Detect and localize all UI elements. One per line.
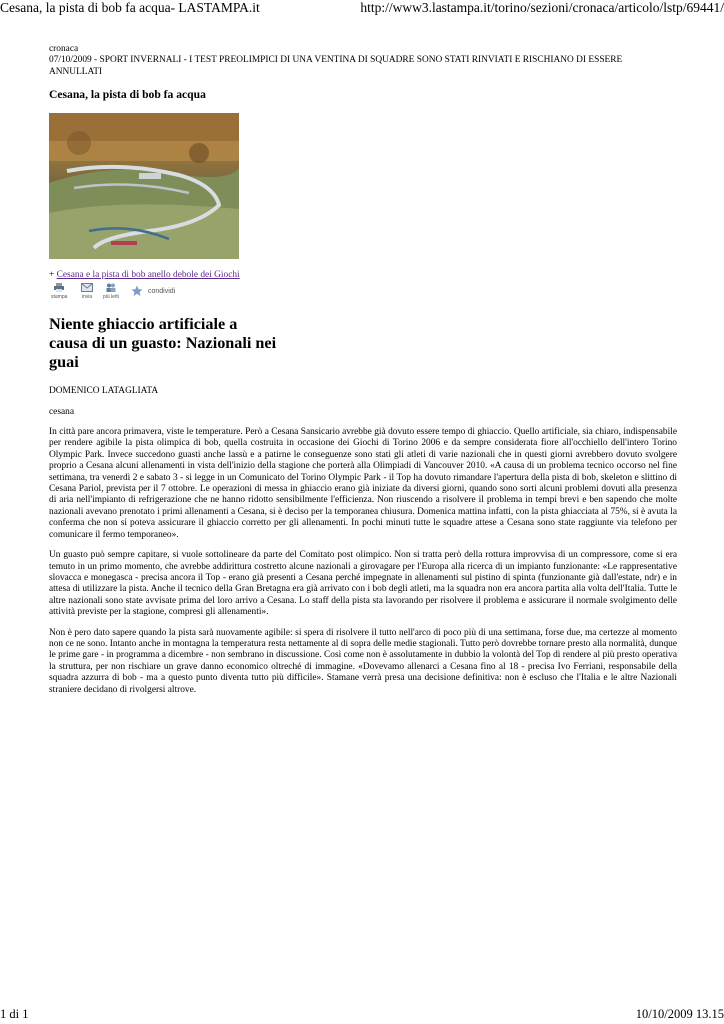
share-button[interactable]: [131, 285, 175, 297]
related-article: [49, 269, 677, 281]
most-read-button[interactable]: [103, 283, 119, 303]
share-label: condividi: [147, 288, 176, 296]
envelope-icon: [81, 283, 93, 292]
print-label: stampa: [51, 294, 68, 301]
send-label: invia: [81, 294, 93, 301]
printer-icon: [53, 283, 65, 292]
page-title-header: Cesana, la pista di bob fa acqua- LASTAMPA.it: [0, 0, 260, 15]
print-button[interactable]: [51, 283, 67, 303]
article-location: cesana: [49, 406, 74, 417]
article-tools: [49, 283, 677, 301]
article-photo: [49, 113, 239, 259]
section-label: cronaca: [49, 44, 79, 54]
bobsleigh-track-photo: [49, 113, 239, 259]
article-headline: Niente ghiaccio artificiale a causa di un guasto: Nazionali nei guai: [49, 315, 277, 372]
article-paragraph-3: Non è pero dato sapere quando la pista sarà nuovamente agibile: si spera di risolvere il tutto nell'arco di poco più di una settimana, forse due, ma certezze al momento non ce ne sono. Intanto anche in montagna la temperatura resta nettamente al di sopra delle medie stagionali. Tutto però dovrebbe tornare presto alla normalità, dunque le prime gare - in programma a dicembre - non sembrano in discussione. Così come non è assolutamente in dubbio la volontà del Top di rendere al più presto operativa la struttura, per non rischiare un grave danno economico oltreché di immagine. «Dovevamo allenarci a Cesana fino al 18 - precisa Ivo Ferriani, responsabile della squadra azzurra di bob - ma a questo punto diventa tutto più difficile». Stamane verrà presa una decisione definitiva: non è escluso che l'Italia e le altre Nazionali straniere decidano di rivolgersi altrove.: [49, 627, 677, 695]
related-article-link[interactable]: Cesana e la pista di bob anello debole dei Giochi: [56, 270, 240, 281]
page-count-footer: 1 di 1: [0, 1007, 29, 1021]
page-url-header: http://www3.lastampa.it/torino/sezioni/cronaca/articolo/lstp/69441/: [360, 0, 724, 15]
article-paragraph-1: In città pare ancora primavera, viste le temperature. Però a Cesana Sansicario avrebbe già dovuto essere tempo di ghiaccio. Quello artificiale, sia chiaro, indispensabile per rendere agibile la pista olimpica di bob, quella costruita in occasione dei Giochi di Torino 2006 e da sempre considerata fiore all'occhiello dell'intero Torino Olympic Park. Invece succedono guasti anche lassù e a patirne le conseguenze sono stati gli atleti di varie nazionali che in questi giorni avrebbero dovuto svolgere proprio a Cesana alcuni allenamenti in vista dell'inizio della stagione che porterà alla Olimpiadi di Vancouver 2010. «A causa di un problema tecnico occorso nel fine settimana, tra venerdì 2 e sabato 3 - si legge in un Comunicato del Torino Olympic Park - il Top ha dovuto rimandare l'apertura della pista di bob, skeleton e slittino di Cesana Pariol, prevista per il 7 ottobre. Le operazioni di messa in ghiaccio erano già iniziate da diversi giorni, quando sono sorti alcuni problemi dovuti alla presenza di aria nell'impianto di refrigerazione che ne hanno ridotto sensibilmente l'efficienza. Non riuscendo a risolvere il problema in tempi brevi e ben sapendo che molte nazionali avevano prenotato i primi allenamenti a Cesana, si è deciso per la temporanea chiusura. Domenica mattina infatti, con la pista ghiacciata al 75%, si è avuta la conferma che non si poteva assicurare il ghiaccio corretto per gli allenamenti. In pochi minuti tutte le squadre attese a Cesana sono state raggiunte via telefono per comunicare il fermo temporaneo».: [49, 427, 677, 540]
article-author: DOMENICO LATAGLIATA: [49, 386, 159, 397]
article-paragraph-2: Un guasto può sempre capitare, si vuole sottolineare da parte del Comitato post olimpico. Non si tratta però della rottura improvvisa di un compressore, come si era temuto in un primo momento, che avrebbe addirittura costretto alcune nazionali a girovagare per l'Europa alla ricerca di un impianto funzionante: «Le rappresentative slovacca e monegasca - precisa ancora il Top - erano già presenti a Cesana perché impegnate in allenamenti sul pistino di spinta (funzionante già dall'estate, ndr) e in attesa di utilizzare la pista. Anche il tecnico della Gran Bretagna era già arrivato con i bob degli atleti, ma la squadra non era ancora partita alla volta dell'Italia. Tutte le altre nazionali sono state avvisate prima del loro arrivo a Cesana. Lo staff della pista sta lavorando per risolvere il problema e assicurare il normale svolgimento delle attività previste per la stagione, compresi gli allenamenti».: [49, 550, 677, 618]
print-datetime-footer: 10/10/2009 13.15: [635, 1007, 724, 1021]
star-icon: [131, 285, 143, 297]
article-subhead: 07/10/2009 - SPORT INVERNALI - I TEST PREOLIMPICI DI UNA VENTINA DI SQUADRE SONO STATI RINVIATI E RISCHIANO DI ESSERE ANNULLATI: [49, 55, 623, 77]
article-title: Cesana, la pista di bob fa acqua: [49, 88, 206, 102]
send-button[interactable]: [81, 283, 93, 303]
article: [49, 44, 677, 696]
most-read-label: più letti: [103, 294, 119, 301]
people-icon: [105, 283, 117, 292]
related-prefix: +: [49, 270, 55, 281]
